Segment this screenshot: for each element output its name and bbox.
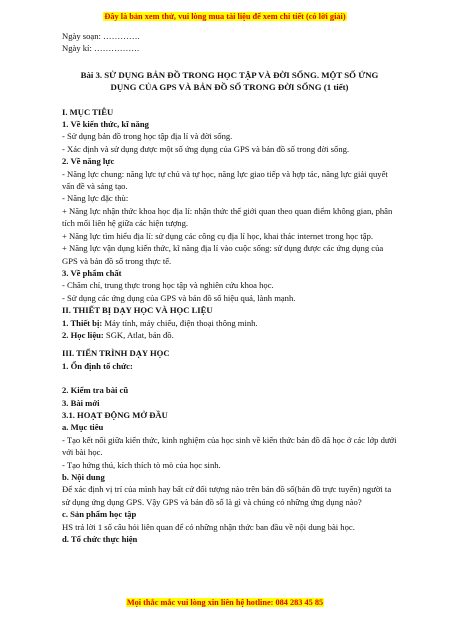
quality-heading: 3. Về phẩm chất: [62, 267, 122, 278]
ability-item: + Năng lực vận dụng kiến thức, kĩ năng địa lí vào cuộc sống: sử dụng được các ứng dụng của GPS và bản đồ số trong thực tế.: [62, 243, 384, 266]
material-text: SGK, Atlat, bản đồ.: [103, 329, 174, 340]
organization-heading: d. Tổ chức thực hiện: [62, 534, 138, 545]
quality-item: - Sử dụng các ứng dụng của GPS và bản đồ số hiệu quả, lành mạnh.: [62, 292, 296, 303]
bottom-banner-text: Mọi thắc mắc vui lòng xin liên hệ hotline: 084 283 45 85: [126, 598, 324, 607]
ability-item: + Năng lực nhận thức khoa học địa lí: nhận thức thế giới quan theo quan điểm không gian, phân tích mối liên hệ giữa các hiện tượng.: [62, 205, 393, 229]
product-heading: c. Sản phẩm học tập: [62, 509, 137, 520]
top-banner-text: Đây là bản xem thử, vui lòng mua tài liệu để xem chi tiết (có lời giải): [104, 12, 346, 21]
lesson-title-line-2: DỤNG CỦA GPS VÀ BẢN ĐỒ SỐ TRONG ĐỜI SỐNG (1 tiết): [110, 82, 349, 93]
ability-item: + Năng lực tìm hiểu địa lí: sử dụng các công cụ địa lí học, khai thác internet trong học tập.: [62, 230, 374, 241]
device-text: Máy tính, máy chiếu, điện thoại thông minh.: [102, 317, 258, 328]
content-text: Để xác định vị trí của mình hay bất cứ đối tượng nào trên bản đồ số(bản đồ trực tuyến) người ta sử dụng ứng dụng GPS. Vậy GPS và bản đồ số là gì và chúng có những ứng dụng nào?: [62, 484, 392, 507]
section-process-heading: III. TIẾN TRÌNH DẠY HỌC: [62, 348, 170, 359]
device-label: 1. Thiết bị:: [62, 317, 103, 328]
quality-item: - Chăm chỉ, trung thực trong học tập và nghiên cứu khoa học.: [62, 280, 274, 291]
new-lesson-heading: 3. Bài mới: [62, 397, 100, 408]
material-label: 2. Học liệu:: [62, 329, 104, 340]
ability-item: - Năng lực đặc thù:: [62, 193, 129, 204]
knowledge-item: - Xác định và sử dụng được một số ứng dụng của GPS và bản đồ số trong đời sống.: [62, 143, 350, 154]
top-preview-banner: [0, 12, 450, 21]
material-line: [62, 329, 397, 341]
product-text: HS trả lời 1 số câu hỏi liên quan để có những nhận thức ban đầu về nội dung bài học.: [62, 521, 355, 532]
date-signed: Ngày kí: …………….: [62, 43, 140, 54]
lesson-title: [62, 69, 397, 94]
activity-heading: 3.1. HOẠT ĐỘNG MỞ ĐẦU: [62, 409, 168, 420]
device-line: [62, 317, 397, 329]
bottom-hotline-banner: [0, 598, 450, 607]
goal-item: - Tạo hứng thú, kích thích tò mò của học sinh.: [62, 459, 221, 470]
ability-heading: 2. Về năng lực: [62, 156, 115, 167]
document-page: [62, 30, 397, 545]
content-heading: b. Nội dung: [62, 472, 105, 482]
section-objectives-heading: I. MỤC TIÊU: [62, 106, 114, 117]
section-equipment-heading: II. THIẾT BỊ DẠY HỌC VÀ HỌC LIỆU: [62, 305, 213, 316]
knowledge-heading: 1. Về kiến thức, kĩ năng: [62, 119, 149, 130]
knowledge-item: - Sử dụng bản đồ trong học tập địa lí và đời sống.: [62, 131, 233, 142]
ability-item: - Năng lực chung: năng lực tự chủ và tự học, năng lực giao tiếp và hợp tác, năng lực giải quyết vấn đề và sáng tạo.: [62, 168, 388, 192]
date-prepared: Ngày soạn: ………….: [62, 31, 140, 41]
goal-heading: a. Mục tiêu: [62, 422, 104, 433]
check-old-heading: 2. Kiểm tra bài cũ: [62, 385, 129, 396]
stabilize-heading: 1. Ổn định tổ chức:: [62, 360, 133, 371]
goal-item: - Tạo kết nối giữa kiến thức, kinh nghiệm của học sinh về kiến thức bản đồ đã học ở các lớp dưới với bài học.: [62, 434, 397, 458]
lesson-title-line-1: Bài 3. SỬ DỤNG BẢN ĐỒ TRONG HỌC TẬP VÀ ĐỜI SỐNG. MỘT SỐ ỨNG: [80, 69, 379, 80]
